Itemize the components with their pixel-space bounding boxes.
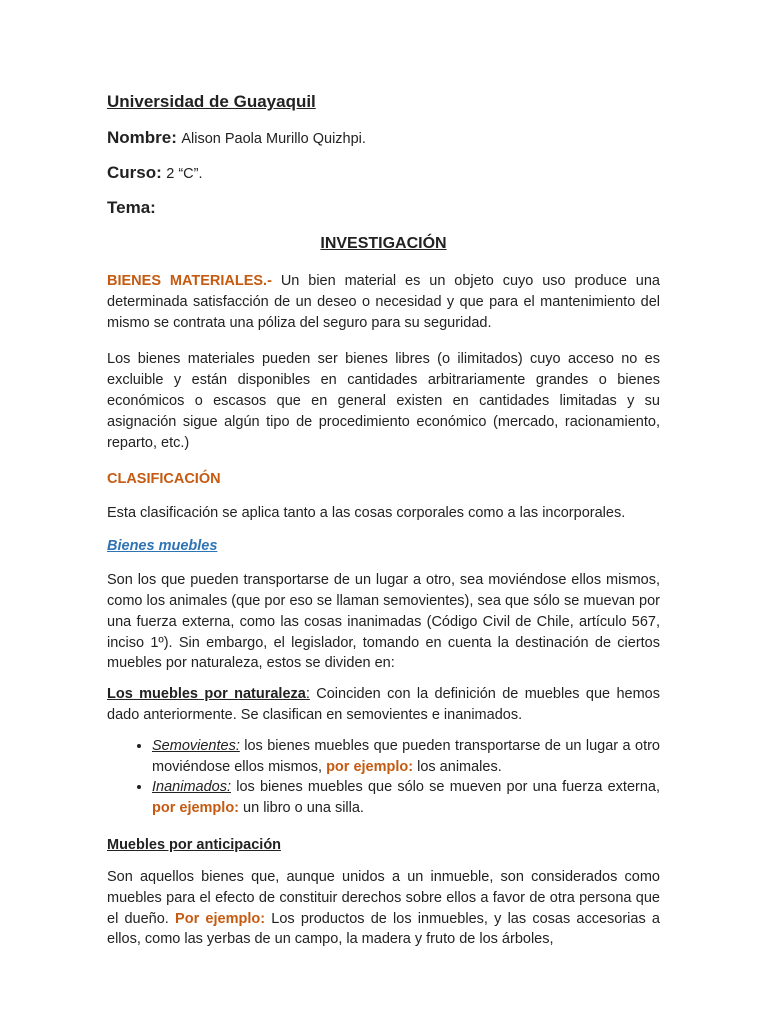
inanimados-term: Inanimados: <box>152 779 231 796</box>
main-title: INVESTIGACIÓN <box>320 235 447 252</box>
name-label: Nombre: <box>107 128 177 147</box>
course-label: Curso: <box>107 163 162 182</box>
anticipacion-text-before: Son aquellos bienes que, aunque unidos a un inmueble, son considerados como muebles para el efecto de constituir derechos sobre ellos a favor de otra persona que el dueño. <box>107 868 660 927</box>
document-content <box>107 90 660 966</box>
bienes-materiales-paragraph <box>107 271 660 333</box>
list-item-inanimados <box>152 777 660 819</box>
topic-label: Tema: <box>107 198 156 217</box>
clasificacion-heading: CLASIFICACIÓN <box>107 471 221 488</box>
list-item-semovientes <box>152 736 660 778</box>
muebles-naturaleza-label: Los muebles por naturaleza <box>107 686 306 703</box>
semovientes-example-text: los animales. <box>413 758 502 775</box>
anticipacion-example-label: Por ejemplo: <box>175 910 266 927</box>
muebles-types-list <box>107 736 660 819</box>
muebles-naturaleza-colon: : <box>305 686 310 703</box>
bienes-materiales-term: BIENES MATERIALES.- <box>107 273 272 289</box>
name-value: Alison Paola Murillo Quizhpi. <box>181 131 366 147</box>
clasificacion-paragraph: Esta clasificación se aplica tanto a las cosas corporales como a las incorporales. <box>107 505 626 522</box>
university-title: Universidad de Guayaquil <box>107 92 316 111</box>
semovientes-term: Semovientes: <box>152 737 240 754</box>
bienes-materiales-text: Un bien material es un objeto cuyo uso produce una determinada satisfacción de un deseo o necesidad y que para el mantenimiento del mismo se contrata una póliza del seguro para su seguridad. <box>107 273 660 331</box>
bienes-muebles-paragraph: Son los que pueden transportarse de un lugar a otro, sea moviéndose ellos mismos, como los animales (que por eso se llaman semovientes), sea que sólo se muevan por una fuerza externa, como las cosas inanimadas (Código Civil de Chile, artículo 567, inciso 1º). Sin embargo, el legislador, tomando en cuenta la destinación de ciertos muebles por naturaleza, estos se dividen en: <box>107 572 660 672</box>
muebles-naturaleza-paragraph <box>107 684 660 726</box>
name-line <box>107 126 660 151</box>
inanimados-example-text: un libro o una silla. <box>239 800 364 817</box>
muebles-naturaleza-text: Coinciden con la definición de muebles que hemos dado anteriormente. Se clasifican en semovientes e inanimados. <box>107 686 660 723</box>
course-line <box>107 161 660 186</box>
semovientes-text: los bienes muebles que pueden transportarse de un lugar a otro moviéndose ellos mismos, <box>152 737 660 775</box>
inanimados-text: los bienes muebles que sólo se mueven por una fuerza externa, <box>231 779 660 796</box>
bienes-muebles-heading: Bienes muebles <box>107 538 218 555</box>
course-value: 2 “C”. <box>166 166 203 182</box>
topic-line <box>107 196 660 221</box>
bienes-libres-paragraph: Los bienes materiales pueden ser bienes libres (o ilimitados) cuyo acceso no es excluible y están disponibles en cantidades arbitrariamente grandes o bienes económicos o escasos que en general existen en cantidades limitadas y su asignación sigue algún tipo de procedimiento económico (mercado, racionamiento, reparto, etc.) <box>107 351 660 451</box>
inanimados-example-label: por ejemplo: <box>152 800 240 817</box>
muebles-anticipacion-paragraph <box>107 867 660 950</box>
anticipacion-text-after: Los productos de los inmuebles, y las cosas accesorias a ellos, como las yerbas de un campo, la madera y fruto de los árboles, <box>107 910 660 948</box>
semovientes-example-label: por ejemplo: <box>326 758 414 775</box>
muebles-anticipacion-heading: Muebles por anticipación <box>107 836 282 853</box>
